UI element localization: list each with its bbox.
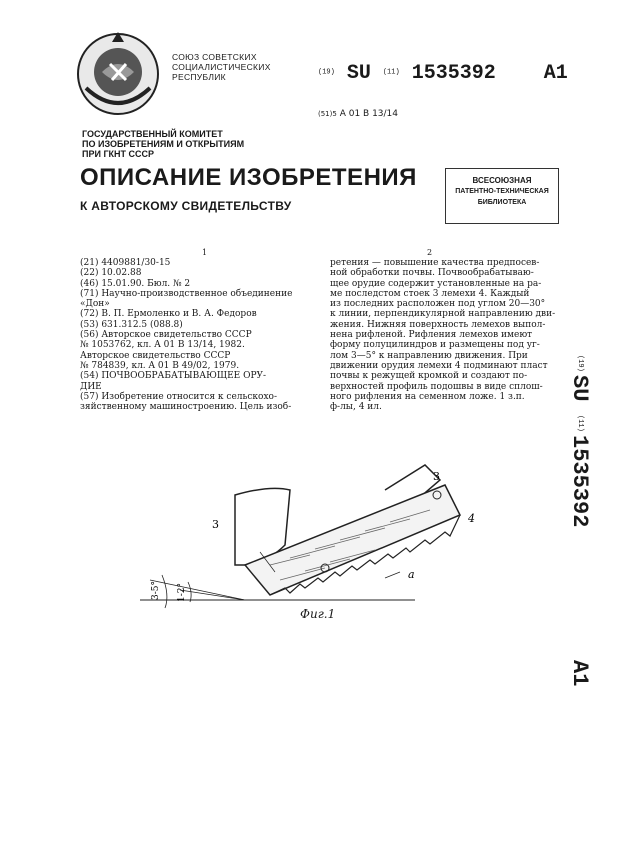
abstract-line: ной обработки почвы. Почвообрабатываю- — [330, 268, 534, 279]
bibliographic-line: (46) 15.01.90. Бюл. № 2 — [80, 278, 191, 289]
angle-label: 3-5° — [151, 581, 161, 600]
column-number-right: 2 — [427, 248, 433, 257]
side-patent-number: 1535392 — [567, 435, 592, 528]
bibliographic-line: Авторское свидетельство СССР — [80, 350, 231, 361]
abstract-line: ме последстом стоек 3 лемехи 4. Каждый — [330, 288, 530, 299]
side-kind-code: A1 — [567, 660, 592, 687]
kind-code: A1 — [543, 62, 568, 85]
abstract-line: ф-лы, 4 ил. — [330, 402, 382, 413]
abstract-column — [330, 258, 555, 412]
side-code-19: (19) — [576, 355, 584, 372]
abstract-line: ретения — повышение качества предпосев- — [330, 258, 540, 268]
abstract-line: форму полуцилиндров и размещены под уг- — [330, 340, 540, 351]
bibliographic-line: (72) В. П. Ермоленко и В. А. Федоров — [80, 309, 257, 320]
bibliographic-line: «Дон» — [80, 299, 110, 310]
bibliographic-line: (21) 4409881/30-15 — [80, 258, 171, 268]
country-code: SU — [346, 62, 371, 85]
bibliographic-line: (53) 631.312.5 (088.8) — [80, 319, 183, 330]
label-3: 3 — [433, 470, 440, 483]
bibliographic-line: (22) 10.02.88 — [80, 268, 142, 279]
angle-label: 1-2° — [177, 583, 187, 602]
side-publication-number — [556, 355, 596, 715]
ipc-class — [318, 109, 398, 119]
bibliographic-line: (54) ПОЧВООБРАБАТЫВАЮЩЕЕ ОРУ- — [80, 371, 267, 382]
bibliographic-line: (57) Изобретение относится к сельскохо- — [80, 391, 278, 402]
page-title: ОПИСАНИЕ ИЗОБРЕТЕНИЯ — [80, 164, 417, 191]
union-line: СОЦИАЛИСТИЧЕСКИХ — [172, 62, 271, 72]
stamp-line: ПАТЕНТНО-ТЕХНИЧЕСКАЯ — [455, 188, 549, 195]
side-code-11: (11) — [576, 415, 584, 432]
abstract-line: почвы к режущей кромкой и создают по- — [330, 371, 528, 382]
angle-line — [150, 580, 245, 600]
stamp-line: БИБЛИОТЕКА — [477, 199, 527, 206]
label-3: 3 — [212, 518, 219, 531]
angle-arc — [188, 582, 191, 602]
union-name — [172, 52, 271, 82]
bibliographic-line: зяйственному машиностроению. Цель изоб- — [80, 402, 292, 413]
bibliographic-column — [80, 258, 292, 412]
leader-line — [385, 572, 400, 578]
stamp-line: ВСЕСОЮЗНАЯ — [472, 176, 532, 185]
union-line: РЕСПУБЛИК — [172, 72, 226, 82]
angle-line — [180, 590, 245, 600]
abstract-line: щее орудие содержит установленные на ра- — [330, 278, 542, 289]
abstract-line: лом 3—5° к направлению движения. При — [330, 350, 528, 361]
figure-caption: Фиг.1 — [300, 607, 336, 621]
column-number-left: 1 — [202, 248, 208, 257]
bibliographic-line: № 784839, кл. A 01 B 49/02, 1979. — [80, 360, 240, 371]
share-shape — [245, 485, 460, 595]
committee-line: ПО ИЗОБРЕТЕНИЯМ И ОТКРЫТИЯМ — [82, 139, 245, 149]
patent-number: 1535392 — [411, 62, 496, 85]
bibliographic-line: (71) Научно-производственное объединение — [80, 288, 293, 299]
committee-line: ГОСУДАРСТВЕННЫЙ КОМИТЕТ — [82, 129, 223, 139]
side-country-code: SU — [567, 375, 592, 402]
label-a: a — [408, 568, 415, 581]
bibliographic-line: ДИЕ — [80, 381, 102, 392]
bibliographic-line: (56) Авторское свидетельство СССР — [80, 330, 252, 341]
page-subtitle: К АВТОРСКОМУ СВИДЕТЕЛЬСТВУ — [80, 199, 292, 213]
plough-share-figure — [140, 460, 490, 630]
ussr-emblem-icon — [72, 28, 164, 120]
abstract-line: ного рифления на семенном ложе. 1 з.п. — [330, 391, 525, 402]
code-11: (11) — [382, 68, 400, 77]
angle-arc — [162, 575, 167, 608]
abstract-line: из последних расположен под углом 20—30° — [330, 299, 546, 310]
abstract-line: жения. Нижняя поверхность лемехов выпол- — [330, 319, 546, 330]
code-51: (51)5 — [318, 110, 337, 118]
committee-line: ПРИ ГКНТ СССР — [82, 149, 155, 159]
library-stamp — [445, 168, 559, 224]
publication-number — [318, 62, 568, 85]
union-line: СОЮЗ СОВЕТСКИХ — [172, 52, 257, 62]
label-4: 4 — [468, 512, 475, 525]
bibliographic-line: № 1053762, кл. A 01 B 13/14, 1982. — [80, 340, 245, 351]
abstract-line: движении орудия лемехи 4 подминают пласт — [330, 360, 548, 371]
committee — [82, 129, 244, 159]
code-19: (19) — [318, 68, 335, 77]
abstract-line: верхностей профиль подошвы в виде сплош- — [330, 381, 543, 392]
abstract-line: к линии, перпендикулярной направлению дви- — [330, 309, 556, 320]
abstract-line: нена рифленой. Рифления лемехов имеют — [330, 330, 533, 341]
ipc-value: A 01 B 13/14 — [339, 109, 399, 119]
